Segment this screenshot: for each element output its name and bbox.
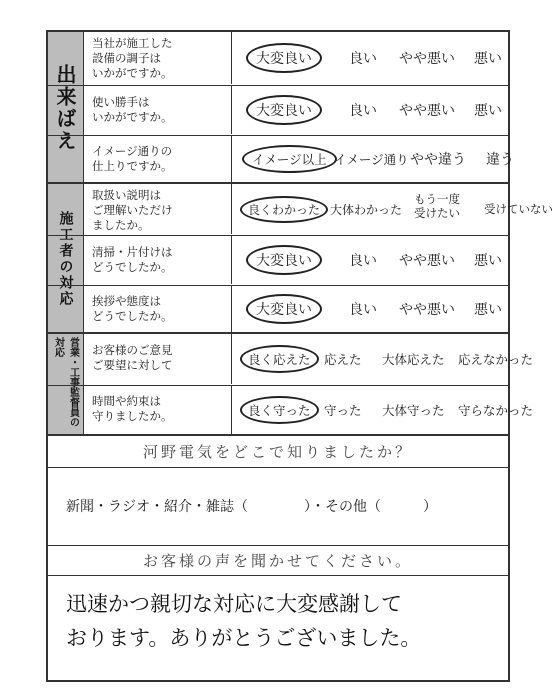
option[interactable]: 大体応えた (382, 352, 445, 367)
survey-row (48, 32, 508, 86)
question-text: 挨拶や態度は どうでしたか。 (84, 286, 232, 332)
handwritten-comment-line: 迅速かつ親切な対応に大変感謝して (66, 592, 402, 616)
option[interactable]: やや悪い (399, 51, 455, 67)
question-text: お客様のご意見 ご要望に対して (84, 334, 232, 384)
survey-row (48, 286, 508, 334)
option-selected[interactable]: 大変良い (246, 294, 322, 324)
option[interactable]: 守らなかった (458, 403, 534, 418)
category-label: 営業・工事監督員の対応 (52, 337, 79, 427)
question-text: イメージ通りの 仕上りですか。 (84, 136, 232, 182)
option-selected[interactable]: 大変良い (246, 43, 322, 73)
option[interactable]: やや悪い (399, 302, 455, 318)
survey-row (48, 386, 534, 436)
survey-row (48, 236, 508, 286)
option[interactable]: 悪い (474, 302, 502, 318)
option[interactable]: 違う (486, 152, 514, 168)
option-selected[interactable]: イメージ以上 (242, 145, 337, 173)
survey-row (48, 184, 553, 236)
handwritten-comment-line: おります。ありがとうございました。 (66, 626, 422, 650)
option[interactable]: 悪い (474, 103, 502, 119)
source-options[interactable]: 新聞・ラジオ・紹介・雑誌（ ）・その他（ ） (66, 499, 437, 515)
option-selected[interactable]: 大変良い (246, 95, 322, 125)
option[interactable]: 良い (349, 103, 377, 119)
option[interactable]: 応えなかった (458, 352, 534, 367)
source-question-heading: 河野電気をどこで知りましたか？ (48, 436, 508, 468)
option[interactable]: イメージ通り (334, 152, 409, 167)
survey-sheet (46, 30, 553, 682)
question-text: 当社が施工した 設備の調子は いかがですか。 (84, 32, 232, 84)
option-selected[interactable]: 良く応えた (240, 345, 319, 373)
option[interactable]: やや違う (410, 152, 466, 168)
option[interactable]: 守った (324, 403, 362, 418)
option[interactable]: 悪い (474, 253, 502, 269)
category-label: 施工者の対応 (57, 211, 74, 307)
option-selected[interactable]: 良くわかった (240, 196, 328, 223)
survey-row (48, 334, 534, 386)
option[interactable]: 良い (349, 253, 377, 269)
question-text: 取扱い説明は ご理解いただけ ましたか。 (84, 184, 232, 234)
source-options-row (48, 468, 508, 546)
option[interactable]: 大体守った (382, 403, 445, 418)
question-text: 時間や約束は 守りましたか。 (84, 386, 232, 434)
option-selected[interactable]: 大変良い (246, 245, 322, 275)
option[interactable]: もう一度 受けたい (414, 192, 460, 220)
option[interactable]: やや悪い (399, 253, 455, 269)
voice-heading: お客様の声を聞かせてください。 (48, 546, 508, 576)
option[interactable]: 良い (349, 51, 377, 67)
option[interactable]: 応えた (324, 352, 362, 367)
option[interactable]: 良い (349, 302, 377, 318)
option[interactable]: 悪い (474, 51, 502, 67)
question-text: 使い勝手は いかがですか。 (84, 86, 232, 134)
option[interactable]: やや悪い (399, 103, 455, 119)
option[interactable]: 大体わかった (330, 202, 403, 217)
category-label: 出来ばえ (53, 64, 77, 152)
survey-row (48, 136, 514, 184)
option-selected[interactable]: 良く守った (240, 396, 319, 424)
option[interactable]: 受けていない (484, 202, 553, 216)
survey-row (48, 86, 508, 136)
question-text: 清掃・片付けは どうでしたか。 (84, 236, 232, 284)
